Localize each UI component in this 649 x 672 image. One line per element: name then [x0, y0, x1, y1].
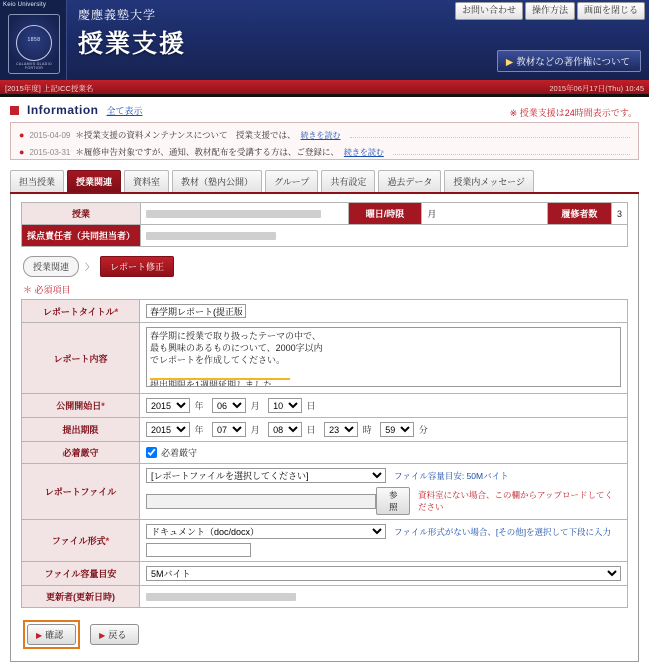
- table-row: [22, 203, 628, 225]
- open-date-day-select[interactable]: [268, 398, 302, 413]
- logo-panel: [0, 0, 67, 80]
- label-file-format: [22, 520, 140, 562]
- file-size-select[interactable]: [146, 566, 621, 581]
- tab-class-message[interactable]: 授業内メッセージ: [444, 170, 533, 192]
- close-window-button[interactable]: 画面を閉じる: [577, 2, 645, 20]
- strict-checkbox-row[interactable]: [146, 446, 621, 459]
- deadline-day-unit: 日: [306, 424, 316, 435]
- breadcrumb-separator: 〉: [85, 262, 95, 272]
- label-open-date: [22, 394, 140, 418]
- breadcrumb-parent[interactable]: 授業関連: [23, 256, 79, 277]
- open-date-year-unit: 年: [194, 400, 204, 411]
- back-button-label: 戻る: [108, 630, 127, 640]
- label-report-content: レポート内容: [22, 323, 140, 394]
- highlight-underline: [150, 378, 290, 380]
- meta-label-responsible: 採点責任者（共同担当者）: [22, 225, 141, 247]
- label-deadline: 提出期限: [22, 418, 140, 442]
- page-title: 授業支援: [78, 30, 187, 58]
- deadline-hour-unit: 時: [362, 424, 372, 435]
- meta-value-daytime: 月: [422, 203, 547, 225]
- tab-class-related[interactable]: 授業関連: [67, 170, 121, 192]
- header-button-group: [455, 2, 645, 20]
- seal-caption: CALAMVS GLADIO FORTIOR: [16, 62, 52, 70]
- report-file-upload-hint: 資料室にない場合、この欄からアップロードしてください: [418, 490, 613, 512]
- cell-report-file: [140, 464, 628, 520]
- label-text: 公開開始日: [56, 401, 102, 411]
- main-panel: [10, 194, 639, 662]
- list-item: [19, 129, 630, 141]
- seal-year: 1858: [27, 37, 41, 43]
- label-strict: 必着厳守: [22, 442, 140, 464]
- tab-my-class[interactable]: 担当授業: [10, 170, 64, 192]
- strict-checkbox-label: 必着厳守: [161, 448, 198, 458]
- meta-value-enrolled: 3: [611, 203, 627, 225]
- file-format-other-input[interactable]: [146, 543, 251, 557]
- meta-value-responsible: [141, 225, 628, 247]
- meta-label-enrolled: 履修者数: [547, 203, 611, 225]
- contact-button[interactable]: お問い合わせ: [455, 2, 523, 20]
- cell-open-date: [140, 394, 628, 418]
- tab-material-room[interactable]: 資料室: [124, 170, 169, 192]
- list-item: [19, 146, 630, 158]
- deadline-day-select[interactable]: [268, 422, 302, 437]
- rule: [393, 153, 630, 155]
- cell-report-title: [140, 300, 628, 323]
- report-form-table: [21, 299, 628, 608]
- rule: [350, 136, 630, 138]
- required-mark: *: [114, 306, 119, 317]
- information-text: ＊履修申告対象ですが、通知、教材配布を受講する方は、ご登録に、: [75, 147, 339, 157]
- table-row: [22, 464, 628, 520]
- breadcrumb-current: レポート修正: [100, 256, 174, 277]
- copyright-button-label: 教材などの著作権について: [516, 57, 630, 68]
- report-file-hint: ファイル容量目安: 50Mバイト: [394, 470, 509, 481]
- table-row: [22, 562, 628, 586]
- table-row: [22, 394, 628, 418]
- file-format-hint: ファイル形式がない場合、[その他]を選択して下段に入力: [394, 526, 612, 537]
- label-updater: 更新者(更新日時): [22, 586, 140, 608]
- information-title: Information: [27, 103, 99, 117]
- label-report-title: [22, 300, 140, 323]
- arrow-icon: ▶: [99, 631, 106, 640]
- show-all-link[interactable]: 全て表示: [106, 105, 143, 116]
- report-content-wrap: [146, 327, 621, 389]
- square-icon: [10, 106, 19, 115]
- table-row: [22, 323, 628, 394]
- information-link[interactable]: 続きを読む: [300, 131, 341, 140]
- arrow-icon: ▶: [36, 631, 43, 640]
- information-list: [10, 122, 639, 160]
- table-row: [22, 520, 628, 562]
- information-text: ＊授業支援の資料メンテナンスについて 授業支援では、: [75, 130, 296, 140]
- required-note: ＊ 必須項目: [23, 285, 71, 295]
- status-bar-course: [2015年度] 上記ICC授業名: [5, 84, 94, 93]
- table-row: [22, 300, 628, 323]
- redacted-value: [146, 593, 296, 601]
- seal-ring: [16, 25, 52, 61]
- required-mark: *: [105, 536, 110, 546]
- deadline-year-select[interactable]: [146, 422, 190, 437]
- meta-label-course: 授業: [22, 203, 141, 225]
- tab-materials-public[interactable]: 教材（塾内公開）: [172, 170, 262, 192]
- information-section: [0, 97, 649, 160]
- information-note: ※ 授業支援は24時間表示です。: [509, 108, 637, 118]
- deadline-minute-select[interactable]: [380, 422, 414, 437]
- information-date: 2015-03-31: [29, 148, 71, 157]
- status-bar-datetime: 2015年06月17日(Thu) 10:45: [549, 84, 644, 93]
- table-row: [22, 418, 628, 442]
- deadline-month-select[interactable]: [212, 422, 246, 437]
- table-row: [22, 225, 628, 247]
- strict-checkbox[interactable]: [146, 447, 157, 458]
- redacted-value: [146, 210, 321, 218]
- tab-past-data[interactable]: 過去データ: [378, 170, 441, 192]
- label-text: ファイル形式: [51, 536, 106, 546]
- file-path-input[interactable]: [146, 494, 376, 509]
- tab-share-settings[interactable]: 共有設定: [321, 170, 375, 192]
- meta-label-daytime: 曜日/時限: [348, 203, 422, 225]
- deadline-month-unit: 月: [250, 424, 260, 435]
- status-bar: [0, 80, 649, 94]
- information-link[interactable]: 続きを読む: [343, 148, 384, 157]
- university-name: 慶應義塾大学: [78, 8, 157, 22]
- cell-file-size: [140, 562, 628, 586]
- information-date: 2015-04-09: [29, 131, 71, 140]
- manual-button[interactable]: 操作方法: [525, 2, 575, 20]
- cell-strict: [140, 442, 628, 464]
- required-mark: *: [101, 401, 105, 411]
- file-format-select[interactable]: [146, 524, 386, 539]
- cell-report-content: [140, 323, 628, 394]
- breadcrumb: [23, 256, 628, 277]
- deadline-minute-unit: 分: [418, 424, 428, 435]
- keio-wordmark: Keio University: [3, 2, 47, 8]
- keio-seal-logo: [8, 14, 60, 74]
- open-date-day-unit: 日: [306, 400, 316, 411]
- tab-bar: [10, 170, 639, 194]
- table-row: [22, 586, 628, 608]
- redacted-value: [146, 232, 276, 240]
- file-format-row: [146, 524, 621, 539]
- report-file-select-row: [146, 468, 621, 483]
- open-date-month-select[interactable]: [212, 398, 246, 413]
- table-row: [22, 442, 628, 464]
- report-file-upload-row: [146, 487, 621, 515]
- label-file-size: ファイル容量目安: [22, 562, 140, 586]
- browse-button[interactable]: 参照: [376, 487, 410, 515]
- cell-updater: [140, 586, 628, 608]
- cell-file-format: [140, 520, 628, 562]
- open-date-month-unit: 月: [250, 400, 260, 411]
- footer-spacer: [0, 662, 649, 672]
- course-meta-table: [21, 202, 628, 247]
- report-title-input[interactable]: [146, 304, 246, 318]
- cell-deadline: [140, 418, 628, 442]
- open-date-year-select[interactable]: [146, 398, 190, 413]
- arrow-icon: ▶: [505, 57, 514, 68]
- deadline-year-unit: 年: [194, 424, 204, 435]
- bullet-icon: ●: [19, 130, 25, 140]
- confirm-button-label: 確認: [45, 630, 64, 640]
- report-file-select[interactable]: [146, 468, 386, 483]
- label-report-file: レポートファイル: [22, 464, 140, 520]
- tab-group[interactable]: グループ: [265, 170, 318, 192]
- meta-value-course: [141, 203, 349, 225]
- bullet-icon: ●: [19, 147, 25, 157]
- file-format-other-row: [146, 543, 621, 557]
- label-text: レポートタイトル: [42, 306, 115, 317]
- site-header: [0, 0, 649, 80]
- deadline-hour-select[interactable]: [324, 422, 358, 437]
- copyright-info-button[interactable]: [497, 50, 641, 72]
